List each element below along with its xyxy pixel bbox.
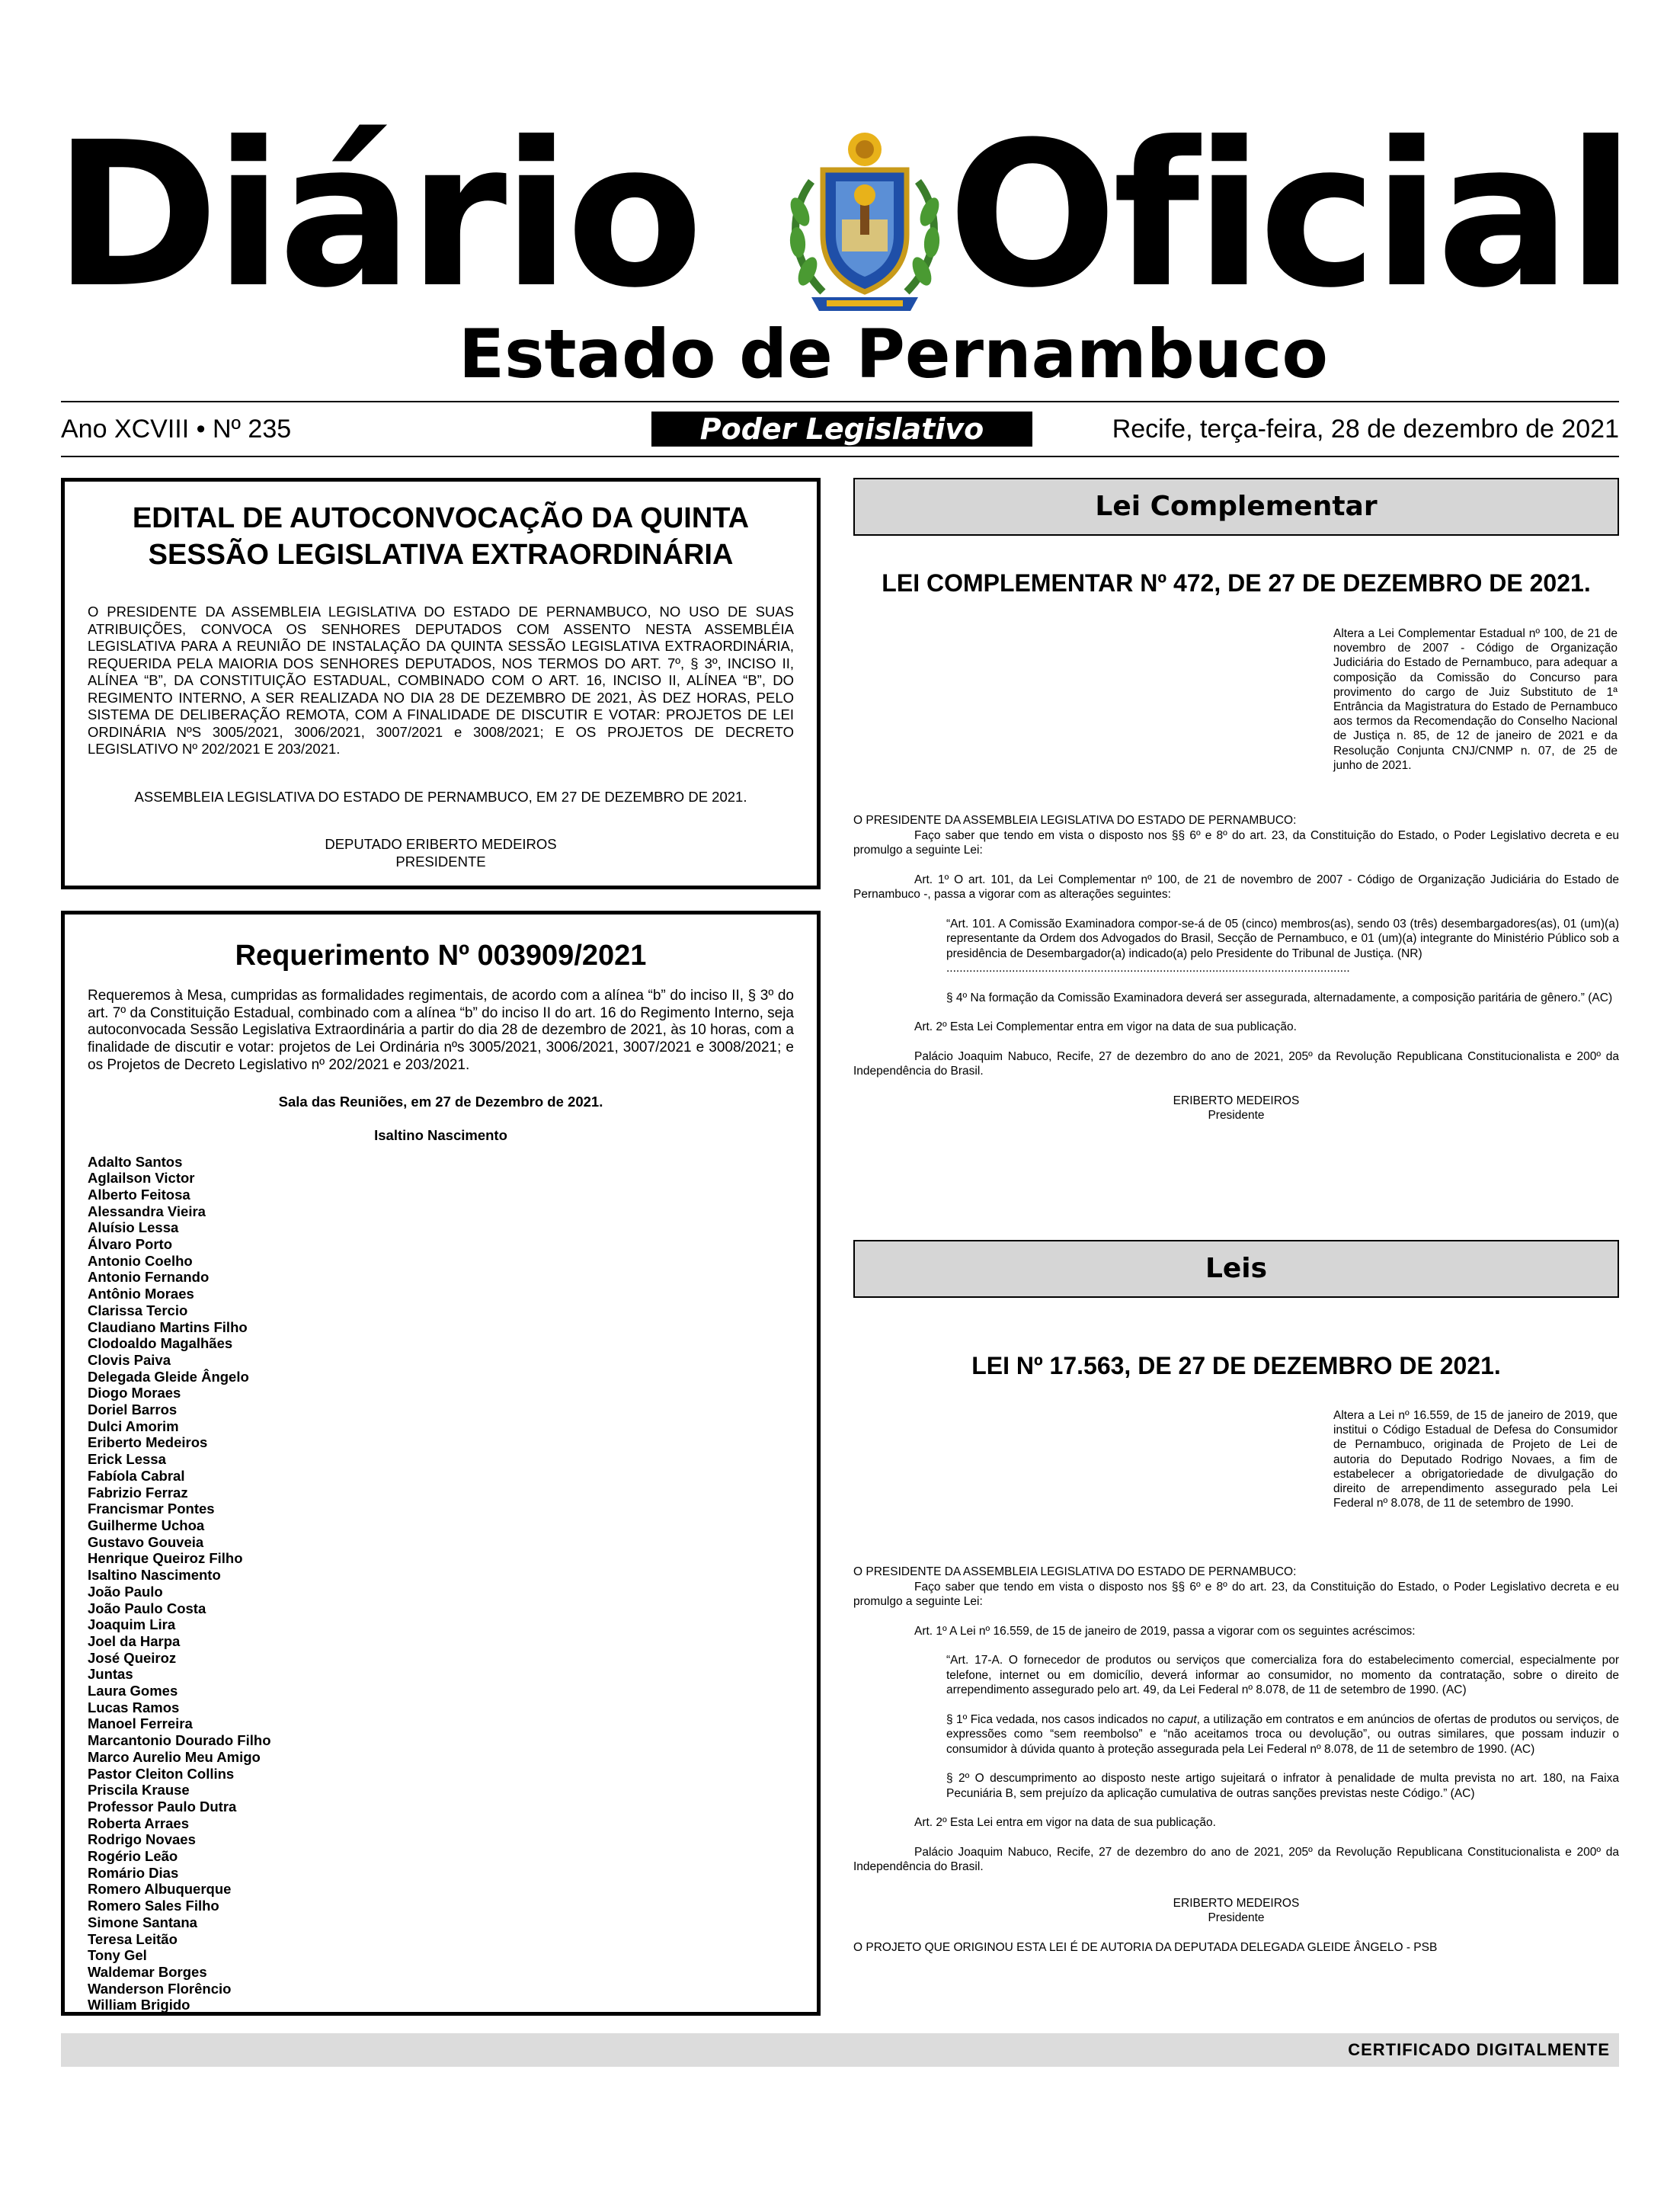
lc-promulgation: Faço saber que tendo em vista o disposto nos §§ 6º e 8º do art. 23, da Constituição do Estado, o Poder Legislativo decreta e eu promulgo a seguinte Lei:	[853, 828, 1619, 857]
lc-art101: “Art. 101. A Comissão Examinadora compor-se-á de 05 (cinco) membros(as), sendo 03 (três) desembargadores(as), 01 (um)(a) representante da Ordem dos Advogados do Brasil, Secção de Pernambuco, e 01 (um)(a) integrante do Ministério Público sob a presidência de Desembargador(a) indicado(a) pelo Presidente do Tribunal de Justiça. (NR)	[946, 917, 1619, 960]
lei-signer: ERIBERTO MEDEIROS	[1173, 1896, 1300, 1910]
signatory-name: Romero Albuquerque	[88, 1881, 232, 1898]
signatory-name: Laura Gomes	[88, 1683, 178, 1699]
branch-band: Poder Legislativo	[651, 412, 1032, 447]
lei-complementar-title: LEI COMPLEMENTAR Nº 472, DE 27 DE DEZEMBRO DE 2021.	[882, 569, 1591, 597]
signatory-name: Eriberto Medeiros	[88, 1434, 208, 1451]
signatory-name: Romário Dias	[88, 1864, 179, 1881]
signatory-name: Simone Santana	[88, 1914, 197, 1930]
signatory-name: Juntas	[88, 1666, 133, 1683]
signatory-name: Wanderson Florêncio	[88, 1980, 232, 1997]
signatory-name: Antônio Moraes	[88, 1286, 194, 1302]
requerimento-author: Isaltino Nascimento	[374, 1127, 507, 1144]
lei-par2: § 2º O descumprimento ao disposto neste artigo sujeitará o infrator à penalidade de multa prevista no art. 180, na Faixa Pecuniária B, sem prejuízo da aplicação cumulativa de outras sanções previstas neste Código.” (AC)	[946, 1772, 1619, 1800]
lc-art2: Art. 2º Esta Lei Complementar entra em vigor na data de sua publicação.	[914, 1020, 1297, 1033]
signatory-name: Marcantonio Dourado Filho	[88, 1732, 271, 1749]
signatory-name: Rogério Leão	[88, 1848, 178, 1865]
signatory-name: Professor Paulo Dutra	[88, 1798, 237, 1815]
requerimento-box	[61, 911, 821, 2016]
requerimento-place-date: Sala das Reuniões, em 27 de Dezembro de 2021.	[278, 1093, 603, 1110]
signatory-name: Roberta Arraes	[88, 1815, 189, 1831]
lc-preamble: O PRESIDENTE DA ASSEMBLEIA LEGISLATIVA DO ESTADO DE PERNAMBUCO:	[853, 814, 1297, 827]
signatory-name: Waldemar Borges	[88, 1963, 207, 1980]
edital-signer: DEPUTADO ERIBERTO MEDEIROS	[325, 836, 557, 852]
signatory-name: Henrique Queiroz Filho	[88, 1550, 243, 1567]
signatory-name: William Brigido	[88, 1997, 190, 2013]
lei-art1: Art. 1º A Lei nº 16.559, de 15 de janeiro de 2019, passa a vigorar com os seguintes acréscimos:	[914, 1624, 1416, 1638]
lei-par1-caput: caput	[1167, 1712, 1197, 1726]
lei-promulgation: Faço saber que tendo em vista o disposto nos §§ 6º e 8º do art. 23, da Constituição do Estado, o Poder Legislativo decreta e eu promulgo a seguinte Lei:	[853, 1580, 1619, 1608]
signatory-name: Rodrigo Novaes	[88, 1831, 196, 1848]
edital-body: O PRESIDENTE DA ASSEMBLEIA LEGISLATIVA DO ESTADO DE PERNAMBUCO, NO USO DE SUAS ATRIBUIÇÕES, CONVOCA OS SENHORES DEPUTADOS COM ASSENTO NESTA ASSEMBLÉIA LEGISLATIVA PARA A REUNIÃO DE INSTALAÇÃO DA QUINTA SESSÃO LEGISLATIVA EXTRAORDINÁRIA, REQUERIDA PELA MAIORIA DOS SENHORES DEPUTADOS, NOS TERMOS DO ART. 7º, § 3º, INCISO II, ALÍNEA “B”, DA CONSTITUIÇÃO ESTADUAL, COMBINADO COM O ART. 16, INCISO II, ALÍNEA “B”, DO REGIMENTO INTERNO, A SER REALIZADA NO DIA 28 DE DEZEMBRO DE 2021, ÀS DEZ HORAS, PELO SISTEMA DE DELIBERAÇÃO REMOTA, COM A FINALIDADE DE DISCUTIR E VOTAR: PROJETOS DE LEI ORDINÁRIA NºS 3005/2021, 3006/2021, 3007/2021 e 3008/2021; E OS PROJETOS DE DECRETO LEGISLATIVO Nº 202/2021 E 203/2021.	[88, 604, 794, 757]
lei-complementar-body	[853, 813, 1619, 1123]
masthead	[53, 99, 1630, 332]
lei-authorship: O PROJETO QUE ORIGINOU ESTA LEI É DE AUTORIA DA DEPUTADA DELEGADA GLEIDE ÂNGELO - PSB	[853, 1940, 1438, 1954]
signatory-name: Clarissa Tercio	[88, 1302, 188, 1318]
signatory-name: Manoel Ferreira	[88, 1715, 193, 1732]
signatory-name: João Paulo Costa	[88, 1600, 206, 1616]
issue-row	[61, 410, 1619, 448]
edital-signer-role: PRESIDENTE	[395, 853, 486, 870]
signatory-name: Joel da Harpa	[88, 1632, 181, 1649]
signatory-name: Clodoaldo Magalhães	[88, 1335, 233, 1352]
signatory-name: Antonio Fernando	[88, 1269, 210, 1286]
lei-title: LEI Nº 17.563, DE 27 DE DEZEMBRO DE 2021.	[971, 1352, 1501, 1379]
lei-preamble: O PRESIDENTE DA ASSEMBLEIA LEGISLATIVA DO ESTADO DE PERNAMBUCO:	[853, 1565, 1297, 1578]
masthead-subtitle: Estado de Pernambuco	[459, 315, 1328, 393]
issue-number: Ano XCVIII • Nº 235	[61, 415, 292, 444]
signatory-name: Isaltino Nascimento	[88, 1567, 221, 1584]
lei-par1	[853, 1712, 1619, 1757]
signatory-name: Antonio Coelho	[88, 1252, 193, 1269]
masthead-bottom-rule	[61, 456, 1619, 457]
signatory-name: Marco Aurelio Meu Amigo	[88, 1748, 261, 1765]
certified-label: CERTIFICADO DIGITALMENTE	[1348, 2040, 1610, 2059]
edital-place-date: ASSEMBLEIA LEGISLATIVA DO ESTADO DE PERNAMBUCO, EM 27 DE DEZEMBRO DE 2021.	[134, 788, 747, 805]
lei-par1-post: , a utilização em contratos e em anúncios de ofertas de produtos ou serviços, de expressões como “sem reembolso” e “não aceitamos troca ou devolução”, ou outras similares, que possam induzir o consumidor à dúvida quanto à proteção assegurada pela Lei Federal nº 8.078, de 11 de setembro de 1990. (AC)	[946, 1712, 1619, 1756]
signatory-name: Alberto Feitosa	[88, 1186, 190, 1203]
edital-box	[61, 478, 821, 889]
signatory-name: Pastor Cleiton Collins	[88, 1765, 235, 1782]
lc-art1: Art. 1º O art. 101, da Lei Complementar nº 100, de 21 de novembro de 2007 - Código de Organização Judiciária do Estado de Pernambuco -, passa a vigorar com as alterações seguintes:	[853, 873, 1619, 901]
masthead-title-right: Oficial	[947, 99, 1630, 332]
signatory-name: Gustavo Gouveia	[88, 1533, 204, 1550]
lei-ementa: Altera a Lei nº 16.559, de 15 de janeiro de 2019, que institui o Código Estadual de Defesa do Consumidor de Pernambuco, originada de Projeto de Lei de autoria do Deputado Rodrigo Novaes, a fim de estabelecer a obrigatoriedade de divulgação do direito de arrependimento assegurado pela Lei Federal nº 8.078, de 11 de setembro de 1990.	[1333, 1409, 1618, 1510]
signatory-name: Adalto Santos	[88, 1153, 183, 1170]
lc-ellipsis: ...........................................................................................................................	[946, 962, 1350, 975]
signatory-name: José Queiroz	[88, 1649, 177, 1666]
signatory-name: Clovis Paiva	[88, 1351, 171, 1368]
pernambuco-coat-of-arms-icon	[781, 128, 949, 319]
lc-closing: Palácio Joaquim Nabuco, Recife, 27 de dezembro do ano de 2021, 205º da Revolução Republicana Constitucionalista e 200º da Independência do Brasil.	[853, 1049, 1619, 1078]
footer-bar	[61, 2033, 1619, 2067]
issue-date: Recife, terça-feira, 28 de dezembro de 2021	[1112, 415, 1619, 444]
lc-signer: ERIBERTO MEDEIROS	[1173, 1094, 1300, 1107]
signatory-name: João Paulo	[88, 1583, 163, 1600]
lei-closing: Palácio Joaquim Nabuco, Recife, 27 de dezembro do ano de 2021, 205º da Revolução Republicana Constitucionalista e 200º da Independência do Brasil.	[853, 1845, 1619, 1873]
signatory-name: Aluísio Lessa	[88, 1219, 179, 1236]
requerimento-title: Requerimento Nº 003909/2021	[235, 940, 647, 972]
signatory-name: Romero Sales Filho	[88, 1898, 219, 1914]
signatory-name: Diogo Moraes	[88, 1385, 181, 1401]
lei-par1-pre: § 1º Fica vedada, nos casos indicados no	[946, 1712, 1168, 1726]
signatory-name: Fabrizio Ferraz	[88, 1484, 188, 1501]
requerimento-body: Requeremos à Mesa, cumpridas as formalidades regimentais, de acordo com a alínea “b” do inciso II, § 3º do art. 7º da Constituição Estadual, combinado com a alínea “b” do inciso II do art. 16 do Regimento Interno, seja autoconvocada Sessão Legislativa Extraordinária a partir do dia 28 de dezembro de 2021, às 10 horas, com a finalidade de discutir e votar: projetos de Lei Ordinária nºs 3005/2021, 3006/2021, 3007/2021 e 3008/2021; e os Projetos de Decreto Legislativo nº 202/2021 e 203/2021.	[88, 988, 794, 1073]
signatory-name: Claudiano Martins Filho	[88, 1318, 248, 1335]
signatory-name: Francismar Pontes	[88, 1501, 215, 1517]
signatory-name: Tony Gel	[88, 1947, 147, 1964]
section-lei-complementar: Lei Complementar	[853, 478, 1619, 536]
signatory-name: Priscila Krause	[88, 1782, 190, 1799]
signatory-name: Delegada Gleide Ângelo	[88, 1368, 249, 1385]
signatory-name: Alessandra Vieira	[88, 1203, 206, 1219]
lei-art17a: “Art. 17-A. O fornecedor de produtos ou serviços que comercializa fora do estabelecimento comercial, especialmente por telefone, internet ou em domicílio, deverá informar ao consumidor, no momento da contratação, sobre o direito de arrependimento assegurado pelo art. 49, da Lei Federal nº 8.078, de 11 de setembro de 1990. (AC)	[946, 1654, 1619, 1696]
signatory-name: Guilherme Uchoa	[88, 1517, 205, 1533]
lei-art2: Art. 2º Esta Lei entra em vigor na data de sua publicação.	[914, 1816, 1216, 1829]
section-leis: Leis	[853, 1240, 1619, 1298]
lei-body	[853, 1565, 1619, 1955]
edital-title: EDITAL DE AUTOCONVOCAÇÃO DA QUINTA SESSÃO LEGISLATIVA EXTRAORDINÁRIA	[132, 502, 750, 571]
signatory-name: Lucas Ramos	[88, 1699, 180, 1715]
signatory-name: Fabíola Cabral	[88, 1467, 185, 1484]
signatory-name: Teresa Leitão	[88, 1930, 178, 1947]
masthead-top-rule	[61, 401, 1619, 402]
lc-par4: § 4º Na formação da Comissão Examinadora deverá ser assegurada, alternadamente, a composição paritária de gênero.” (AC)	[946, 991, 1613, 1004]
lc-signer-role: Presidente	[1208, 1109, 1265, 1122]
signatory-name: Álvaro Porto	[88, 1236, 173, 1253]
lei-complementar-ementa: Altera a Lei Complementar Estadual nº 100, de 21 de novembro de 2007 - Código de Organização Judiciária do Estado de Pernambuco, para adequar a composição da Comissão do Concurso para provimento do cargo de Juiz Substituto de 1ª Entrância da Magistratura do Estado de Pernambuco aos termos da Recomendação do Conselho Nacional de Justiça n. 85, de 12 de janeiro de 2021 e da Resolução Conjunta CNJ/CNMP n. 07, de 25 de junho de 2021.	[1333, 627, 1618, 772]
signatory-name: Doriel Barros	[88, 1401, 178, 1418]
signatories-list	[88, 1154, 794, 2014]
lei-signer-role: Presidente	[1208, 1911, 1265, 1924]
masthead-title-left: Diário	[53, 99, 699, 332]
signatory-name: Erick Lessa	[88, 1451, 166, 1468]
signatory-name: Aglailson Victor	[88, 1170, 195, 1187]
signatory-name: Dulci Amorim	[88, 1417, 179, 1434]
signatory-name: Joaquim Lira	[88, 1616, 176, 1633]
